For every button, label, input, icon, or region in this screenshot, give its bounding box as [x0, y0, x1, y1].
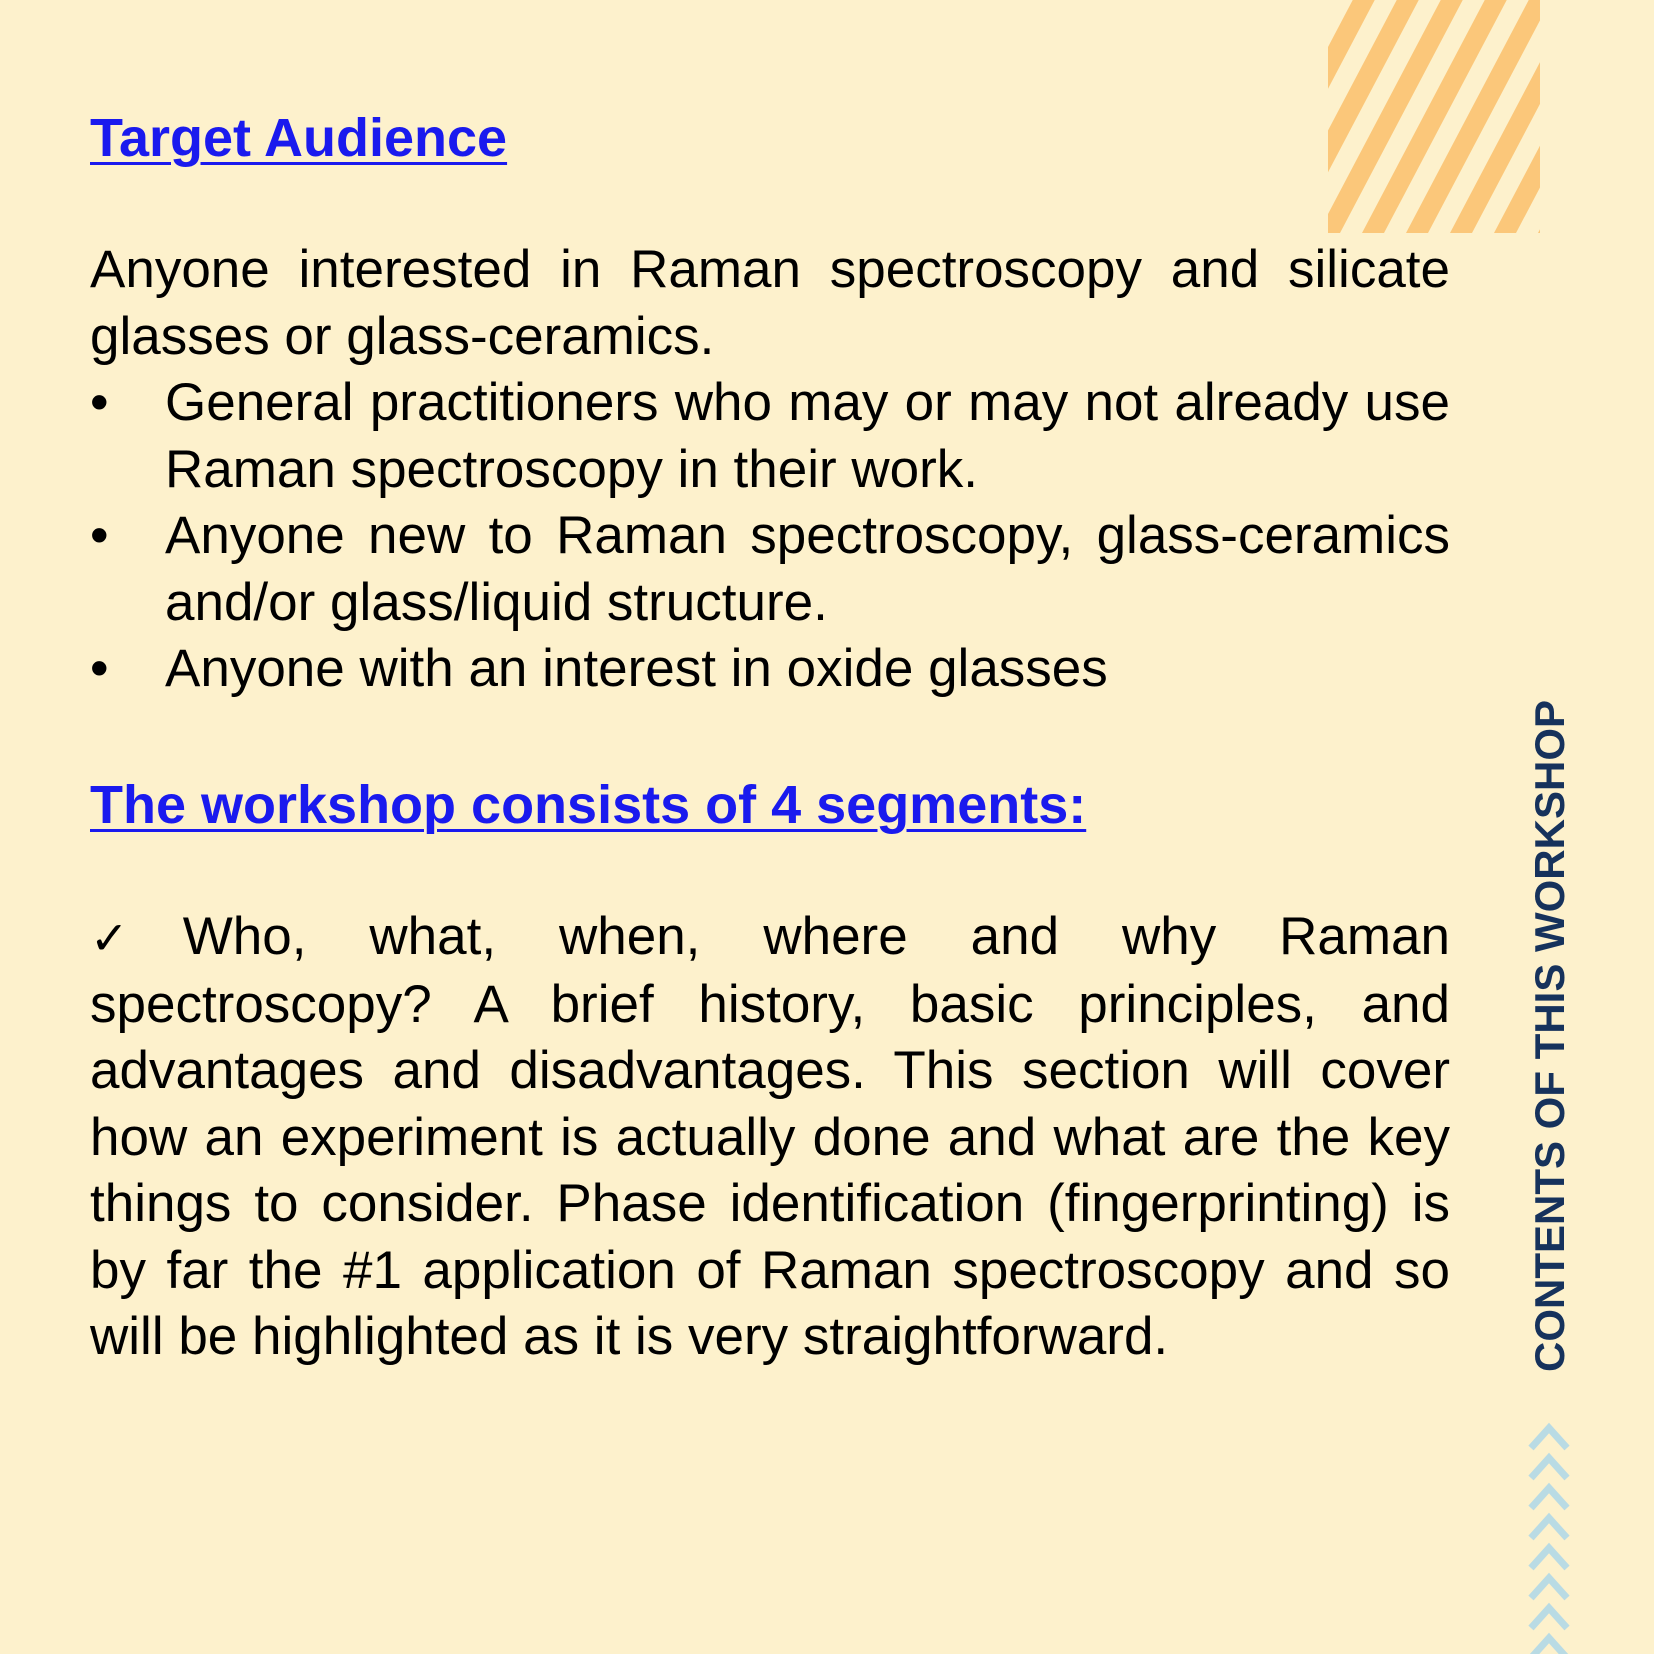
- list-item: [90, 370, 1450, 503]
- bullet-text: General practitioners who may or may not already use Raman spectroscopy in their work.: [165, 373, 1450, 499]
- bullet-icon: •: [90, 639, 109, 698]
- bullet-icon: •: [90, 373, 109, 432]
- bullet-text: Anyone with an interest in oxide glasses: [165, 639, 1108, 698]
- list-item: [90, 636, 1450, 703]
- bullet-icon: •: [90, 506, 109, 565]
- side-section-label: CONTENTS OF THIS WORKSHOP: [1526, 700, 1573, 1372]
- segment-text: Who, what, when, where and why Raman spectroscopy? A brief history, basic principles, and advantages and disadvantages. This section will cover how an experiment is actually done and what are the key things to consider. Phase identification (fingerprinting) is by far the #1 application of Raman spectroscopy and so will be highlighted as it is very straightforward.: [90, 907, 1450, 1366]
- audience-bullet-list: [90, 370, 1450, 703]
- target-audience-heading: Target Audience: [90, 108, 508, 168]
- segment-description: [90, 904, 1450, 1371]
- diagonal-stripes-decoration: [1328, 0, 1540, 233]
- checkmark-icon: ✓: [90, 912, 177, 964]
- workshop-segments-heading: The workshop consists of 4 segments:: [90, 775, 1087, 835]
- list-item: [90, 503, 1450, 636]
- bullet-text: Anyone new to Raman spectroscopy, glass-ceramics and/or glass/liquid structure.: [165, 506, 1450, 632]
- audience-intro: Anyone interested in Raman spectroscopy and silicate glasses or glass-ceramics.: [90, 240, 1450, 366]
- chevron-up-arrows-icon: [1527, 1418, 1571, 1654]
